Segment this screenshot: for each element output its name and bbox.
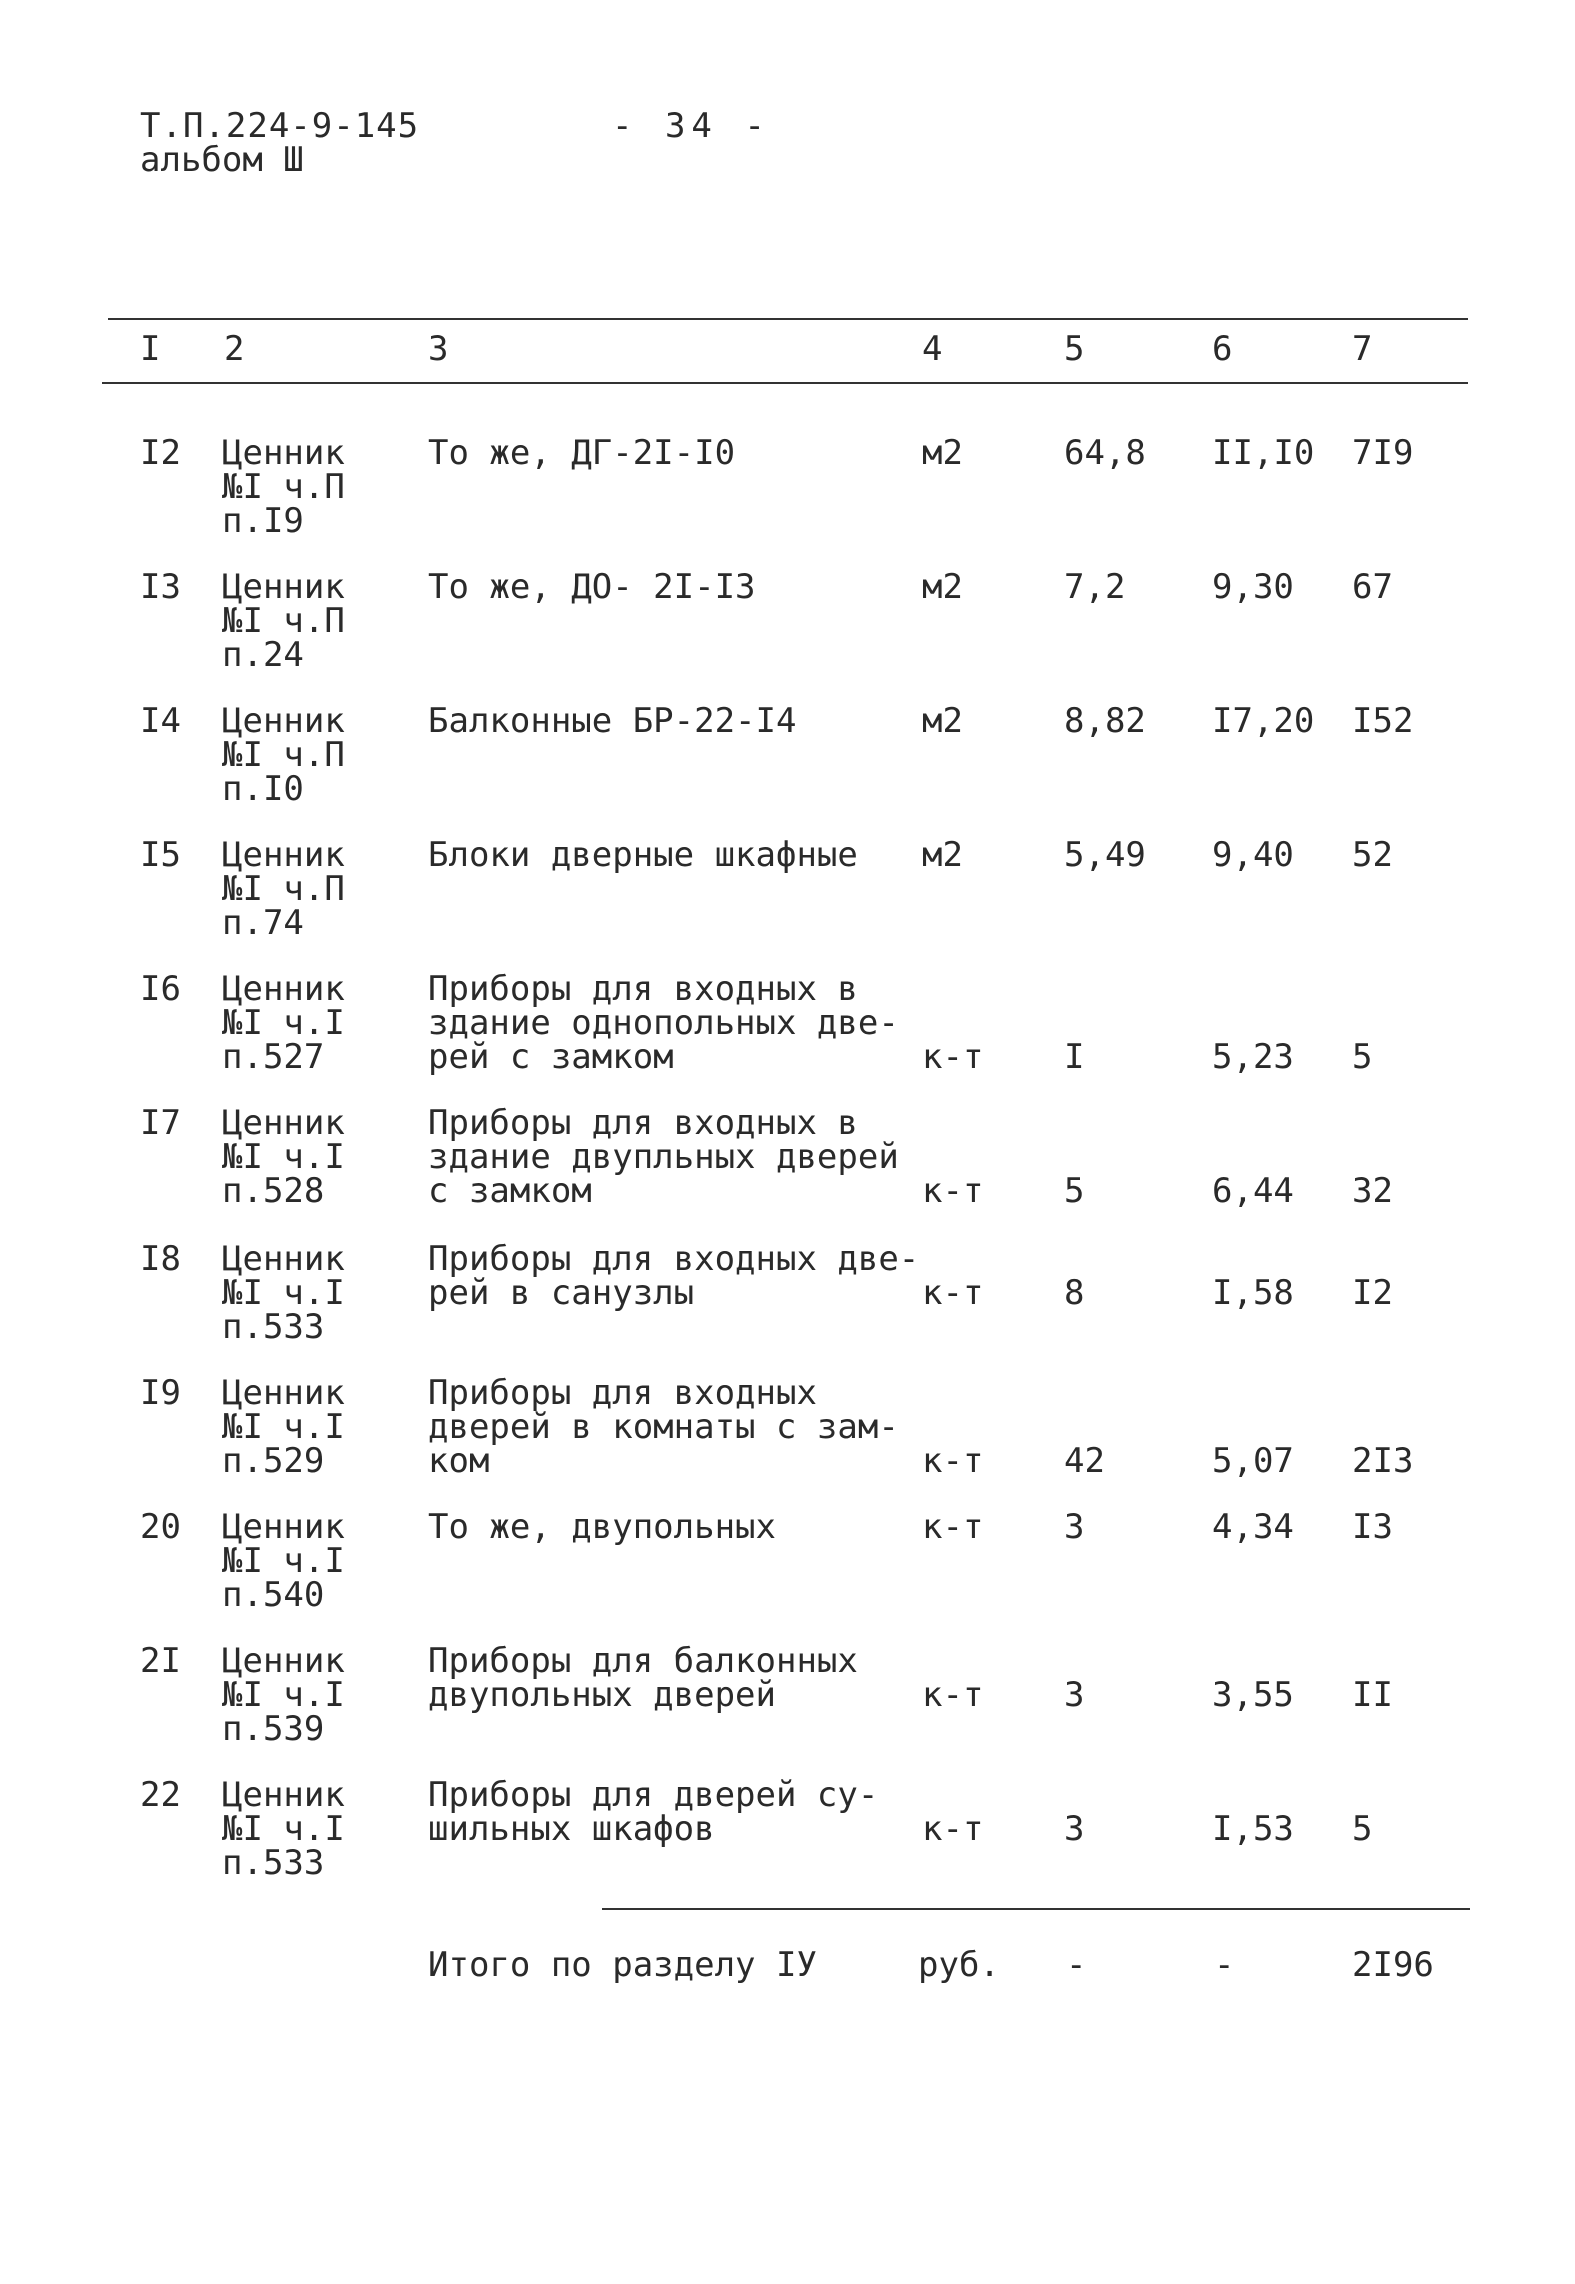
unit: к-т [922, 1675, 984, 1715]
price-source: Ценник №I ч.I п.529 [222, 1373, 345, 1481]
column-header-4: 4 [922, 329, 943, 369]
total-cost: 32 [1352, 1171, 1393, 1211]
unit-price: I7,20 [1212, 701, 1315, 741]
total-cost: 67 [1352, 567, 1393, 607]
item-description: Приборы для входных дверей в комнаты с зам- ком [428, 1373, 899, 1481]
row-number: I5 [140, 835, 181, 875]
column-header-6: 6 [1212, 329, 1233, 369]
quantity: 8 [1064, 1273, 1085, 1313]
column-header-5: 5 [1064, 329, 1085, 369]
price-source: Ценник №I ч.I п.540 [222, 1507, 345, 1615]
unit: м2 [922, 433, 963, 473]
total-cost: I52 [1352, 701, 1414, 741]
item-description: Приборы для входных в здание двупльных дверей с замком [428, 1103, 899, 1211]
total-cost: 52 [1352, 835, 1393, 875]
row-number: I4 [140, 701, 181, 741]
unit: к-т [922, 1809, 984, 1849]
unit: к-т [922, 1273, 984, 1313]
total-rule [602, 1908, 1470, 1910]
unit: м2 [922, 567, 963, 607]
header-bottom-rule [102, 382, 1468, 384]
total-unit-price: - [1214, 1945, 1235, 1985]
total-unit: руб. [918, 1945, 1000, 1985]
total-cost: I2 [1352, 1273, 1393, 1313]
quantity: 5,49 [1064, 835, 1146, 875]
total-cost: 7I9 [1352, 433, 1414, 473]
total-cost: II [1352, 1675, 1393, 1715]
unit-price: I,53 [1212, 1809, 1294, 1849]
row-number: 20 [140, 1507, 181, 1547]
column-header-3: 3 [428, 329, 449, 369]
item-description: То же, двупольных [428, 1507, 776, 1547]
column-header-1: I [140, 329, 161, 369]
price-source: Ценник №I ч.П п.74 [222, 835, 345, 943]
quantity: I [1064, 1037, 1085, 1077]
table-top-rule [108, 318, 1468, 320]
quantity: 42 [1064, 1441, 1105, 1481]
row-number: 22 [140, 1775, 181, 1815]
unit-price: 9,40 [1212, 835, 1294, 875]
quantity: 8,82 [1064, 701, 1146, 741]
unit-price: 4,34 [1212, 1507, 1294, 1547]
unit: к-т [922, 1507, 984, 1547]
row-number: I7 [140, 1103, 181, 1143]
price-source: Ценник №I ч.I п.527 [222, 969, 345, 1077]
unit-price: 6,44 [1212, 1171, 1294, 1211]
unit: м2 [922, 701, 963, 741]
price-source: Ценник №I ч.П п.I9 [222, 433, 345, 541]
unit: м2 [922, 835, 963, 875]
item-description: Приборы для входных две- рей в санузлы [428, 1239, 920, 1313]
document-code: Т.П.224-9-145 [140, 106, 420, 146]
unit: к-т [922, 1037, 984, 1077]
price-source: Ценник №I ч.I п.539 [222, 1641, 345, 1749]
item-description: Приборы для входных в здание однопольных две- рей с замком [428, 969, 899, 1077]
unit-price: 9,30 [1212, 567, 1294, 607]
quantity: 7,2 [1064, 567, 1126, 607]
row-number: I3 [140, 567, 181, 607]
quantity: 3 [1064, 1675, 1085, 1715]
price-source: Ценник №I ч.П п.I0 [222, 701, 345, 809]
price-source: Ценник №I ч.I п.528 [222, 1103, 345, 1211]
unit-price: 5,23 [1212, 1037, 1294, 1077]
total-label: Итого по разделу IУ [428, 1945, 817, 1985]
unit-price: 3,55 [1212, 1675, 1294, 1715]
total-cost: 5 [1352, 1809, 1373, 1849]
quantity: 64,8 [1064, 433, 1146, 473]
page-number: - 34 - [612, 106, 771, 146]
album-label: альбом Ш [140, 140, 304, 180]
quantity: 5 [1064, 1171, 1085, 1211]
item-description: Приборы для балконных двупольных дверей [428, 1641, 858, 1715]
quantity: 3 [1064, 1507, 1085, 1547]
total-cost: 5 [1352, 1037, 1373, 1077]
row-number: 2I [140, 1641, 181, 1681]
unit: к-т [922, 1441, 984, 1481]
item-description: Приборы для дверей су- шильных шкафов [428, 1775, 879, 1849]
row-number: I2 [140, 433, 181, 473]
row-number: I9 [140, 1373, 181, 1413]
unit: к-т [922, 1171, 984, 1211]
column-header-7: 7 [1352, 329, 1373, 369]
row-number: I6 [140, 969, 181, 1009]
unit-price: I,58 [1212, 1273, 1294, 1313]
item-description: То же, ДГ-2I-I0 [428, 433, 736, 473]
column-header-2: 2 [224, 329, 245, 369]
section-total: 2I96 [1352, 1945, 1434, 1985]
price-source: Ценник №I ч.П п.24 [222, 567, 345, 675]
item-description: То же, ДО- 2I-I3 [428, 567, 756, 607]
unit-price: 5,07 [1212, 1441, 1294, 1481]
unit-price: II,I0 [1212, 433, 1315, 473]
quantity: 3 [1064, 1809, 1085, 1849]
total-quantity: - [1066, 1945, 1087, 1985]
item-description: Балконные БР-22-I4 [428, 701, 797, 741]
row-number: I8 [140, 1239, 181, 1279]
price-source: Ценник №I ч.I п.533 [222, 1239, 345, 1347]
total-cost: 2I3 [1352, 1441, 1414, 1481]
item-description: Блоки дверные шкафные [428, 835, 858, 875]
total-cost: I3 [1352, 1507, 1393, 1547]
price-source: Ценник №I ч.I п.533 [222, 1775, 345, 1883]
